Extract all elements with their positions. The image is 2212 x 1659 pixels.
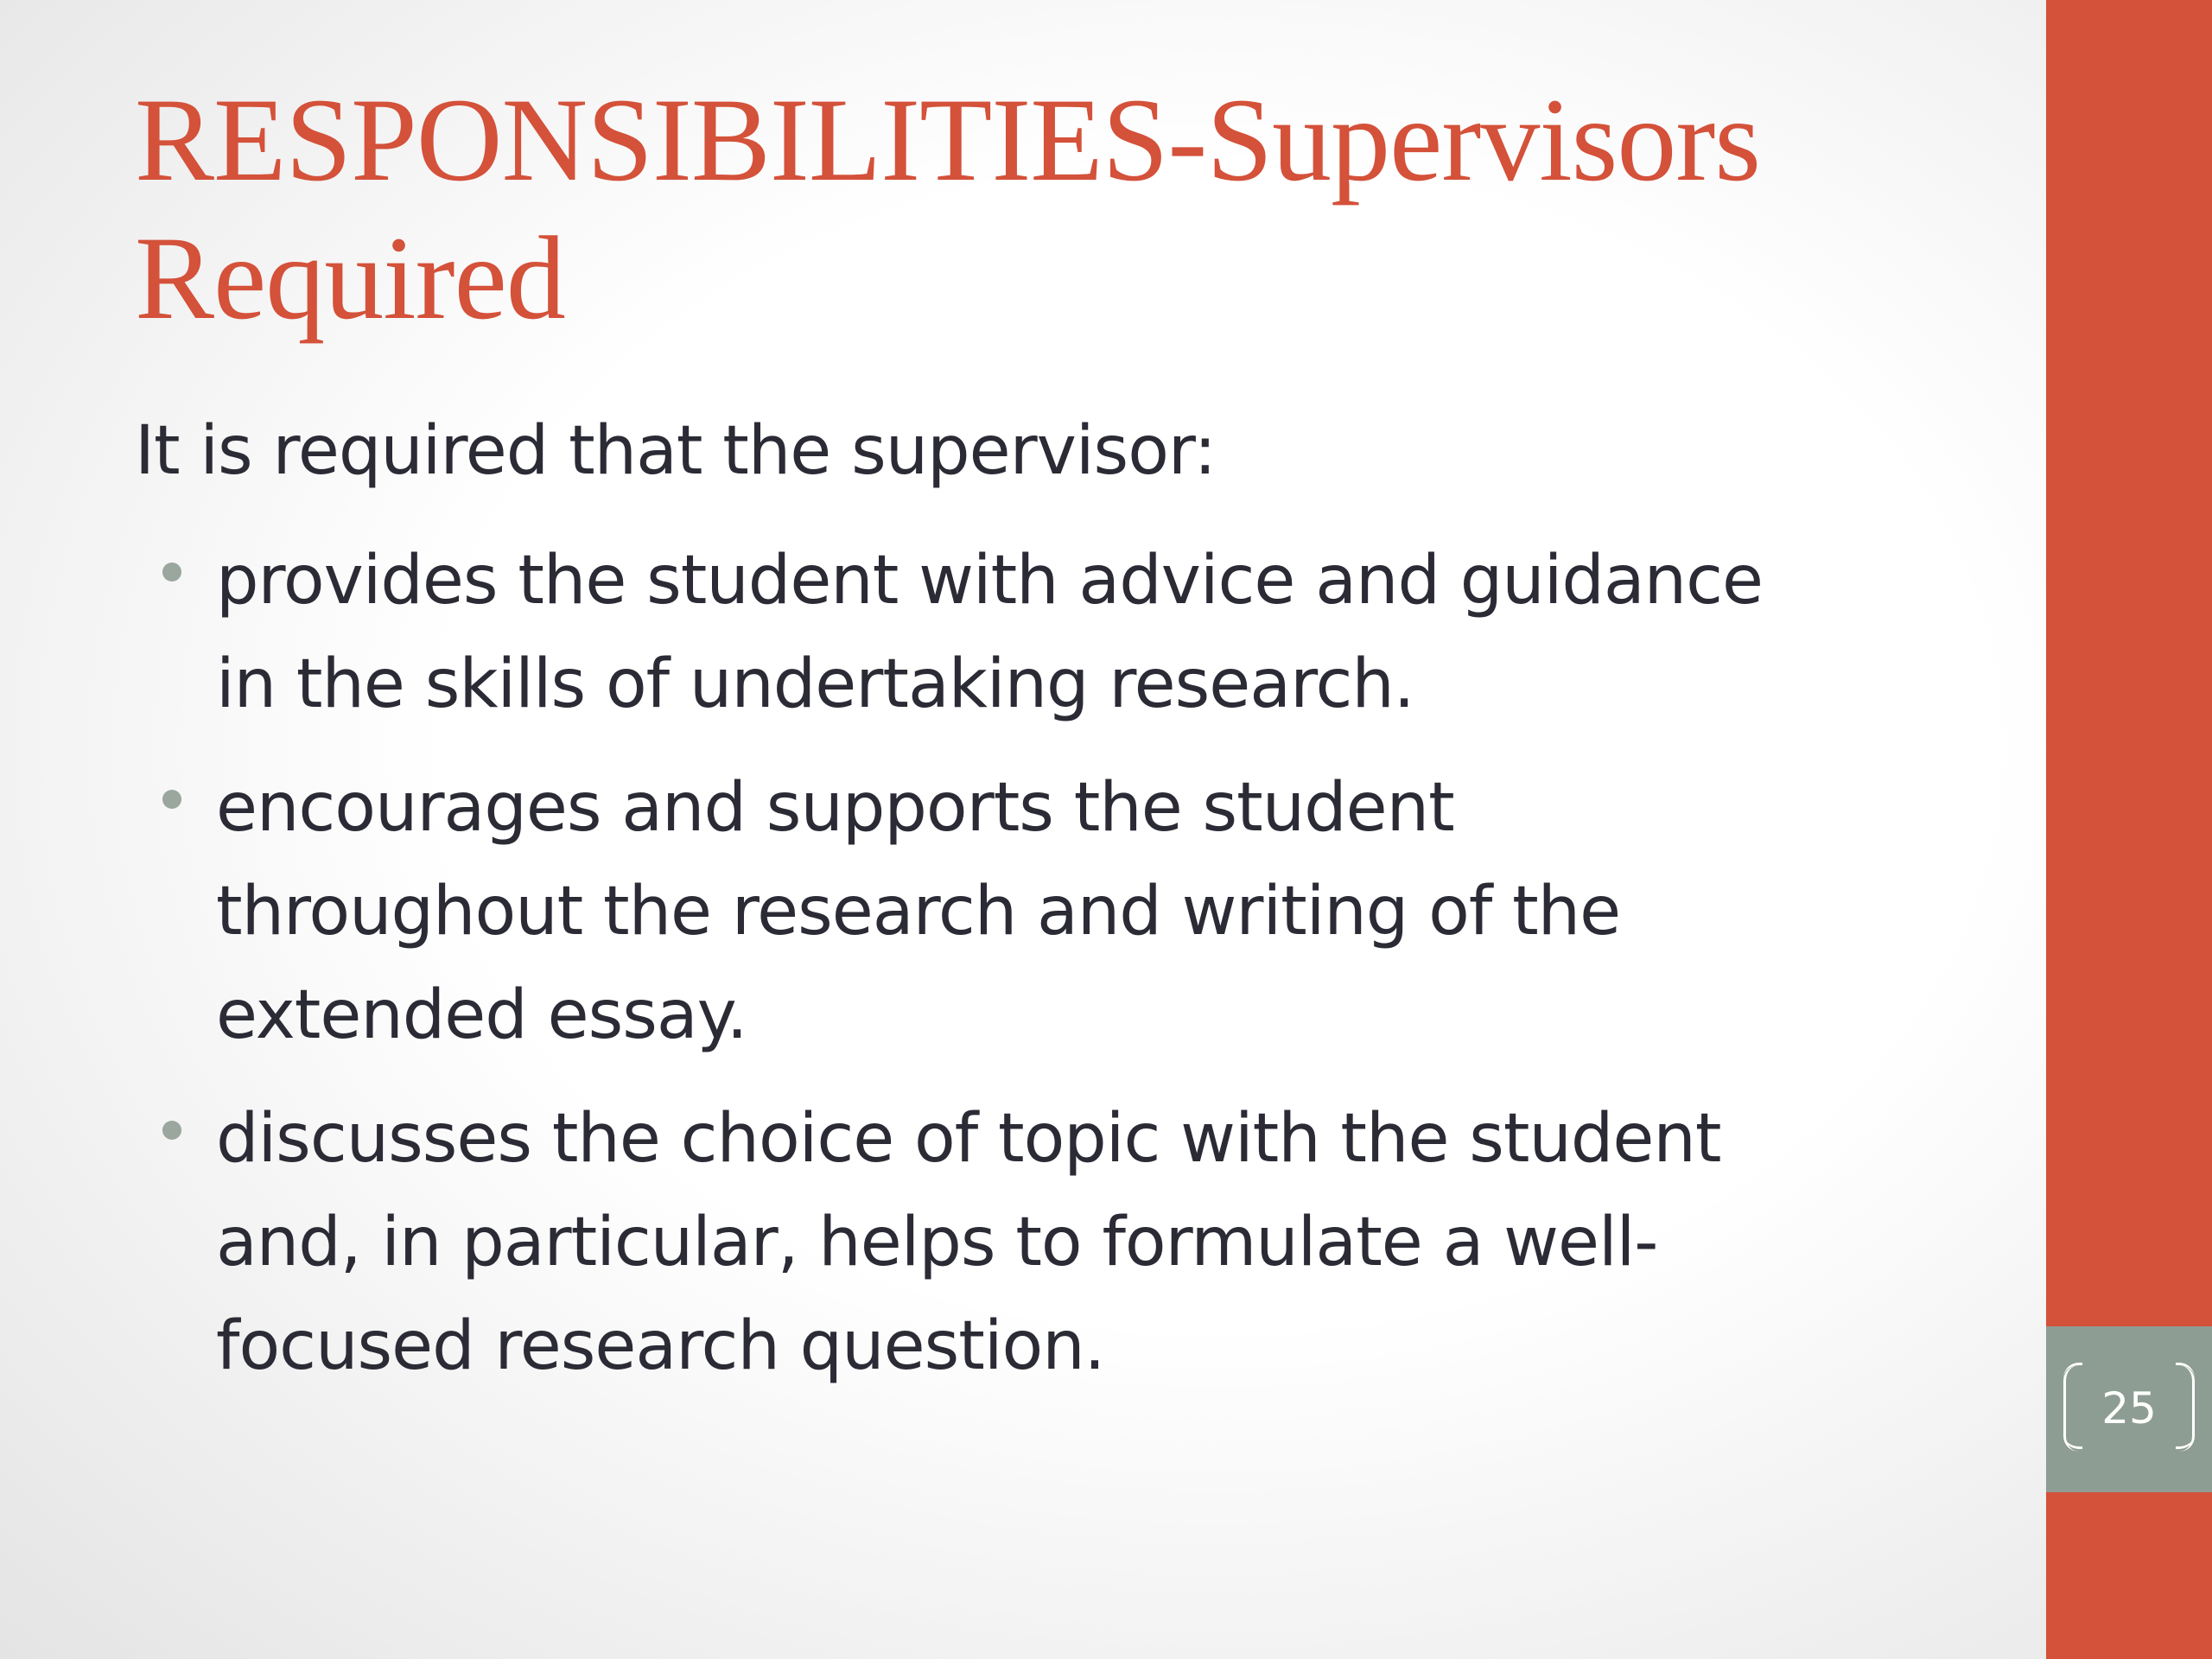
bullet-dot-icon — [162, 790, 181, 809]
bullet-line: in the skills of undertaking research. — [216, 645, 1414, 723]
bullet-line: provides the student with advice and guidance — [216, 542, 1763, 620]
slide-title-line-1: RESPONSIBILITIES-Supervisors — [135, 73, 1761, 206]
intro-text: It is required that the supervisor: — [135, 412, 1216, 490]
bullet-dot-icon — [162, 1121, 181, 1140]
bullet-line: focused research question. — [216, 1307, 1105, 1385]
slide-title — [135, 71, 1993, 347]
bullet-line: encourages and supports the student — [216, 769, 1454, 847]
bullet-text — [216, 1087, 1720, 1398]
bullet-dot-icon — [162, 563, 181, 582]
bullet-line: discusses the choice of topic with the student — [216, 1100, 1721, 1178]
bullet-line: extended essay. — [216, 976, 747, 1054]
bullet-text — [216, 529, 1763, 736]
slide-title-line-2: Required — [135, 212, 565, 344]
page-number: 25 — [2101, 1383, 2157, 1433]
bullet-line: throughout the research and writing of the — [216, 873, 1621, 950]
bullet-text — [216, 756, 1620, 1067]
bullet-line: and, in particular, helps to formulate a well- — [216, 1204, 1658, 1281]
